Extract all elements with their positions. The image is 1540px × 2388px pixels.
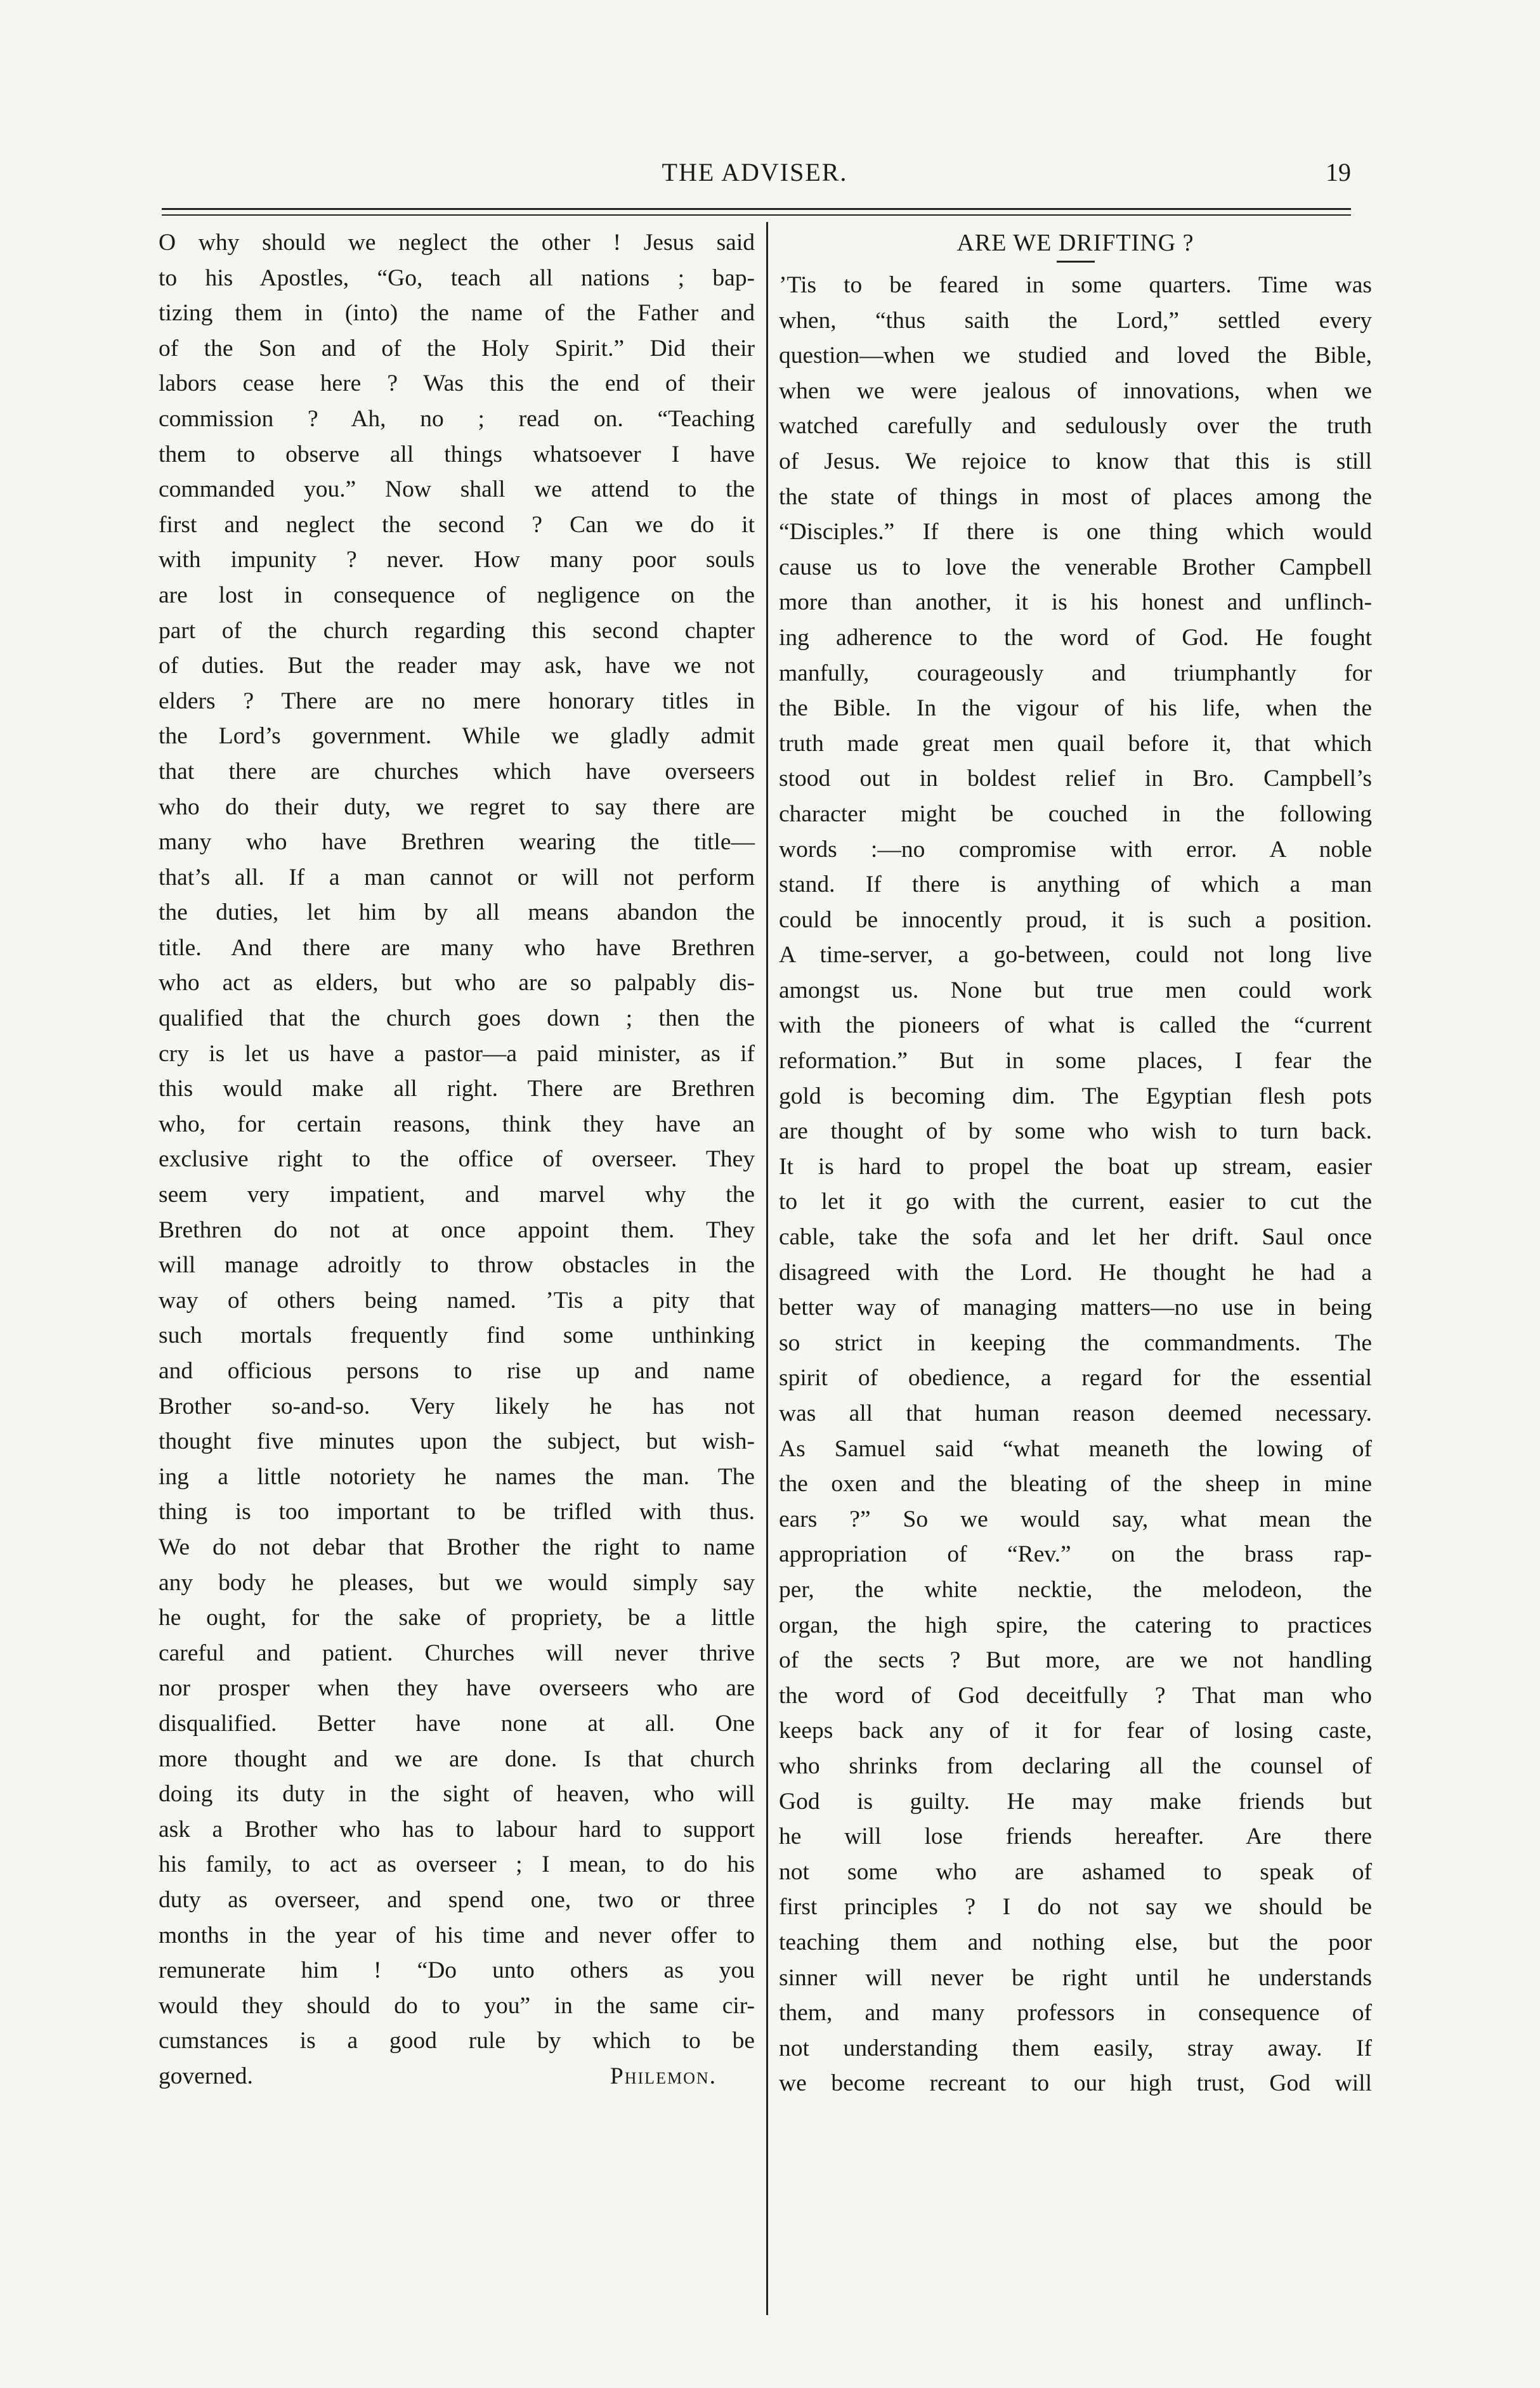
- author-signature: Philemon.: [610, 2063, 717, 2089]
- column-divider: [766, 222, 768, 2315]
- closing-text: governed.: [159, 2063, 253, 2089]
- text-line: them to observe all things whatsoever I have: [159, 441, 755, 467]
- text-line: more than another, it is his honest and unflinch-: [779, 589, 1372, 616]
- text-line: careful and patient. Churches will never thrive: [159, 1640, 755, 1666]
- text-line: are thought of by some who wish to turn back.: [779, 1118, 1372, 1145]
- text-line: disagreed with the Lord. He thought he had a: [779, 1259, 1372, 1286]
- text-line: thought five minutes upon the subject, but wish-: [159, 1428, 755, 1455]
- text-line: nor prosper when they have overseers who are: [159, 1675, 755, 1702]
- text-line: O why should we neglect the other ! Jesus said: [159, 230, 755, 256]
- text-line: the duties, let him by all means abandon the: [159, 899, 755, 926]
- text-line: to his Apostles, “Go, teach all nations ; bap-: [159, 264, 755, 291]
- text-line: to let it go with the current, easier to cut the: [779, 1189, 1372, 1215]
- text-line: them, and many professors in consequence of: [779, 2000, 1372, 2026]
- right-column-text: [779, 268, 1372, 2101]
- header-rule-thin: [162, 214, 1351, 216]
- text-line: As Samuel said “what meaneth the lowing of: [779, 1435, 1372, 1462]
- text-line: question—when we studied and loved the Bible,: [779, 343, 1372, 369]
- text-line: “Disciples.” If there is one thing which would: [779, 519, 1372, 545]
- text-line: of duties. But the reader may ask, have we not: [159, 653, 755, 679]
- text-line: manfully, courageously and triumphantly for: [779, 660, 1372, 686]
- text-line: with the pioneers of what is called the “current: [779, 1012, 1372, 1039]
- header-rule-thick: [162, 208, 1351, 210]
- text-line: who, for certain reasons, think they have an: [159, 1111, 755, 1137]
- text-line: of the sects ? But more, are we not handling: [779, 1647, 1372, 1674]
- text-line: stood out in boldest relief in Bro. Campbell’s: [779, 766, 1372, 792]
- text-line: that’s all. If a man cannot or will not perform: [159, 864, 755, 891]
- text-line: ask a Brother who has to labour hard to support: [159, 1816, 755, 1843]
- text-line: We do not debar that Brother the right to name: [159, 1534, 755, 1560]
- text-line: many who have Brethren wearing the title—: [159, 829, 755, 856]
- text-line: are lost in consequence of negligence on the: [159, 582, 755, 608]
- text-line: character might be couched in the following: [779, 800, 1372, 827]
- text-line: and officious persons to rise up and name: [159, 1358, 755, 1384]
- text-line: commanded you.” Now shall we attend to the: [159, 476, 755, 503]
- text-line: title. And there are many who have Brethren: [159, 934, 755, 961]
- text-line: amongst us. None but true men could work: [779, 977, 1372, 1003]
- title-dash: [1057, 261, 1095, 266]
- text-line: qualified that the church goes down ; then the: [159, 1005, 755, 1032]
- page-number: 19: [1326, 158, 1351, 186]
- text-line: when, “thus saith the Lord,” settled every: [779, 307, 1372, 334]
- text-line: such mortals frequently find some unthinking: [159, 1322, 755, 1349]
- text-line: gold is becoming dim. The Egyptian flesh pots: [779, 1083, 1372, 1109]
- right-column: [779, 225, 1372, 2388]
- text-line: elders ? There are no mere honorary titles in: [159, 688, 755, 714]
- text-line: who shrinks from declaring all the counsel of: [779, 1752, 1372, 1779]
- text-line: exclusive right to the office of overseer. They: [159, 1146, 755, 1173]
- text-line: duty as overseer, and spend one, two or three: [159, 1886, 755, 1913]
- text-line: he ought, for the sake of propriety, be a little: [159, 1605, 755, 1631]
- text-line: months in the year of his time and never offer to: [159, 1922, 755, 1948]
- text-line: seem very impatient, and marvel why the: [159, 1182, 755, 1208]
- text-line: the Lord’s government. While we gladly admit: [159, 723, 755, 750]
- text-line: first and neglect the second ? Can we do it: [159, 511, 755, 538]
- text-line: who act as elders, but who are so palpably dis-: [159, 970, 755, 996]
- text-line: sinner will never be right until he understands: [779, 1964, 1372, 1991]
- text-line: cry is let us have a pastor—a paid minister, as if: [159, 1040, 755, 1067]
- text-line: was all that human reason deemed necessary.: [779, 1400, 1372, 1426]
- text-line: Brother so-and-so. Very likely he has not: [159, 1393, 755, 1419]
- text-line: of Jesus. We rejoice to know that this is still: [779, 448, 1372, 474]
- text-line: Brethren do not at once appoint them. They: [159, 1217, 755, 1243]
- text-line: doing its duty in the sight of heaven, who will: [159, 1781, 755, 1808]
- signature-line: [159, 2059, 755, 2094]
- text-line: will manage adroitly to throw obstacles in the: [159, 1252, 755, 1279]
- text-line: first principles ? I do not say we should be: [779, 1894, 1372, 1921]
- text-line: part of the church regarding this second chapter: [159, 617, 755, 644]
- text-line: labors cease here ? Was this the end of their: [159, 370, 755, 397]
- text-line: any body he pleases, but we would simply say: [159, 1569, 755, 1596]
- left-column: [159, 225, 755, 2388]
- text-line: disqualified. Better have none at all. One: [159, 1710, 755, 1737]
- text-line: that there are churches which have overseers: [159, 758, 755, 785]
- text-line: when we were jealous of innovations, when we: [779, 377, 1372, 404]
- text-line: ing a little notoriety he names the man. The: [159, 1463, 755, 1490]
- text-line: cause us to love the venerable Brother Campbell: [779, 554, 1372, 580]
- text-line: more thought and we are done. Is that church: [159, 1745, 755, 1772]
- text-line: thing is too important to be trifled with thus.: [159, 1499, 755, 1525]
- text-line: way of others being named. ’Tis a pity that: [159, 1287, 755, 1314]
- text-line: keeps back any of it for fear of losing caste,: [779, 1718, 1372, 1744]
- text-line: per, the white necktie, the melodeon, the: [779, 1576, 1372, 1603]
- text-line: ’Tis to be feared in some quarters. Time was: [779, 272, 1372, 298]
- text-line: cumstances is a good rule by which to be: [159, 2028, 755, 2054]
- text-line: with impunity ? never. How many poor souls: [159, 547, 755, 573]
- text-line: A time-server, a go-between, could not long live: [779, 942, 1372, 969]
- text-line: God is guilty. He may make friends but: [779, 1788, 1372, 1815]
- text-line: organ, the high spire, the catering to practices: [779, 1612, 1372, 1638]
- left-column-text: [159, 225, 755, 2059]
- page-header: [159, 157, 1351, 195]
- text-line: we become recreant to our high trust, God will: [779, 2070, 1372, 2097]
- text-line: tizing them in (into) the name of the Father and: [159, 300, 755, 327]
- text-line: the word of God deceitfully ? That man who: [779, 1682, 1372, 1709]
- text-line: so strict in keeping the commandments. The: [779, 1329, 1372, 1356]
- running-title: THE ADVISER.: [662, 158, 848, 186]
- text-line: could be innocently proud, it is such a position.: [779, 906, 1372, 933]
- text-line: spirit of obedience, a regard for the essential: [779, 1365, 1372, 1392]
- text-line: words :—no compromise with error. A noble: [779, 836, 1372, 863]
- text-line: cable, take the sofa and let her drift. Saul once: [779, 1224, 1372, 1251]
- text-line: he will lose friends hereafter. Are there: [779, 1824, 1372, 1850]
- text-line: the Bible. In the vigour of his life, when the: [779, 695, 1372, 722]
- text-line: the state of things in most of places among the: [779, 483, 1372, 510]
- text-line: It is hard to propel the boat up stream, easier: [779, 1153, 1372, 1180]
- text-line: reformation.” But in some places, I fear the: [779, 1048, 1372, 1074]
- text-line: stand. If there is anything of which a man: [779, 871, 1372, 898]
- text-line: remunerate him ! “Do unto others as you: [159, 1957, 755, 1984]
- text-line: teaching them and nothing else, but the poor: [779, 1929, 1372, 1955]
- text-line: not some who are ashamed to speak of: [779, 1858, 1372, 1885]
- text-line: not understanding them easily, stray away. If: [779, 2035, 1372, 2061]
- text-line: ears ?” So we would say, what mean the: [779, 1506, 1372, 1532]
- text-line: truth made great men quail before it, that which: [779, 730, 1372, 757]
- text-line: better way of managing matters—no use in being: [779, 1295, 1372, 1321]
- text-line: commission ? Ah, no ; read on. “Teaching: [159, 405, 755, 432]
- text-line: who do their duty, we regret to say there are: [159, 793, 755, 820]
- text-line: watched carefully and sedulously over the truth: [779, 413, 1372, 440]
- text-line: his family, to act as overseer ; I mean, to do his: [159, 1851, 755, 1878]
- text-line: this would make all right. There are Brethren: [159, 1076, 755, 1102]
- text-line: appropriation of “Rev.” on the brass rap-: [779, 1541, 1372, 1568]
- text-line: ing adherence to the word of God. He fought: [779, 624, 1372, 651]
- article-title: ARE WE DRIFTING ?: [956, 230, 1194, 256]
- text-line: would they should do to you” in the same cir-: [159, 1992, 755, 2019]
- text-line: of the Son and of the Holy Spirit.” Did their: [159, 335, 755, 362]
- text-line: the oxen and the bleating of the sheep in mine: [779, 1471, 1372, 1497]
